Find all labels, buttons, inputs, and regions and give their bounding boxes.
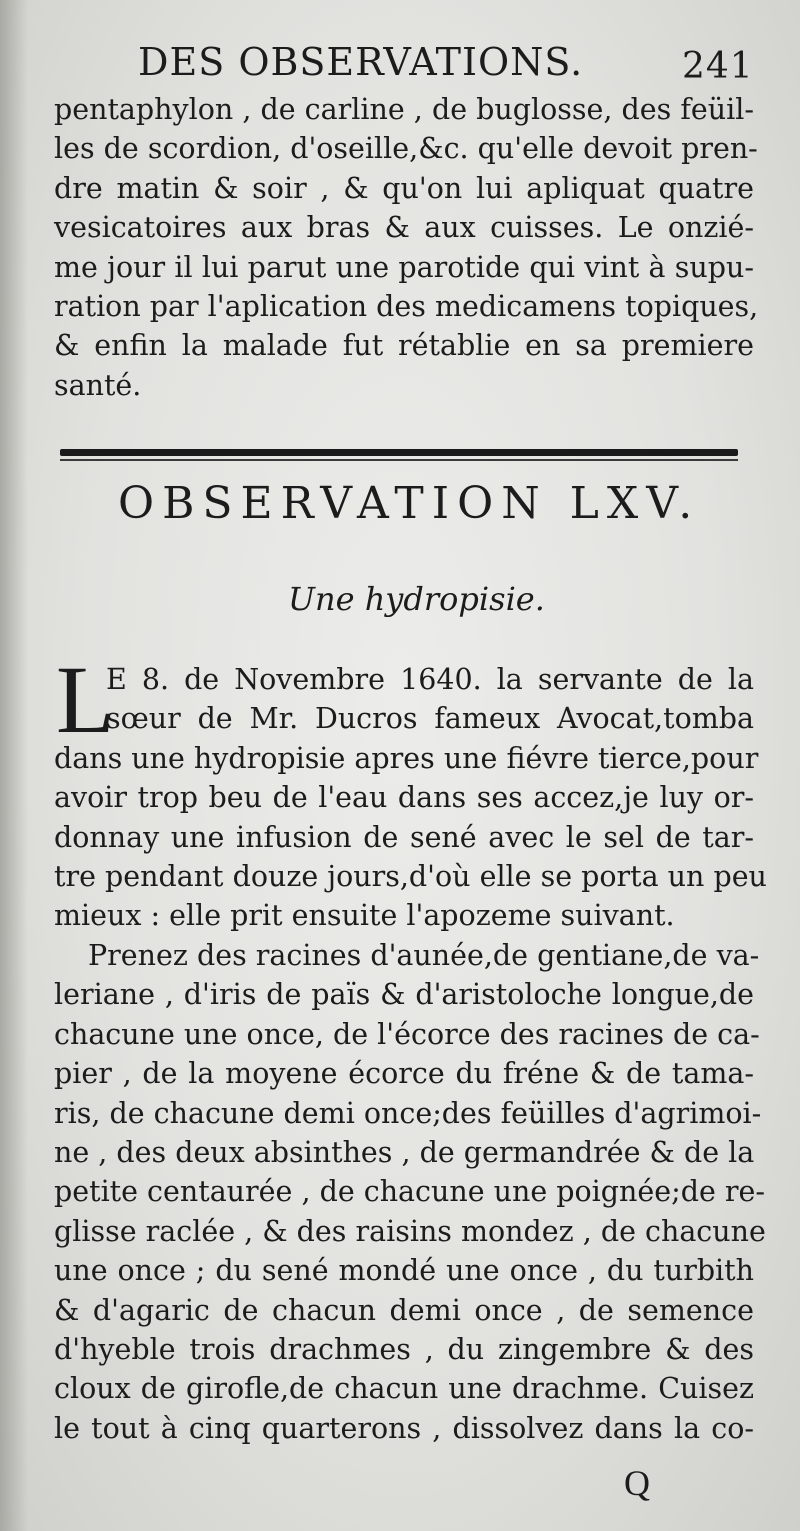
text-line: petite centaurée , de chacune une poignée;de re- (54, 1175, 766, 1209)
text-line: le tout à cinq quarterons , dissolvez dans la co- (54, 1411, 754, 1445)
text-line: Prenez des racines d'aunée,de gentiane,de va- (88, 939, 760, 972)
text-line: pentaphylon , de carline , de buglosse, des feüil- (54, 93, 754, 126)
text-line: chacune une once, de l'écorce des racines de ca- (54, 1017, 760, 1051)
text-line: me jour il lui parut une parotide qui vint à supu- (54, 250, 754, 284)
paragraph-recipe (54, 936, 766, 1448)
text-line: avoir trop beu de l'eau dans ses accez,je luy or- (54, 781, 754, 815)
paragraph-first (54, 646, 767, 936)
text-line: glisse raclée , & des raisins mondez , de chacune (54, 1214, 766, 1248)
running-head: DES OBSERVATIONS. (138, 40, 584, 84)
text-line: ris, de chacune demi once;des feüilles d'agrimoi- (54, 1096, 762, 1130)
intro-paragraph (54, 90, 759, 405)
text-line: une once ; du sené mondé une once , du turbith (54, 1254, 754, 1288)
text-line: dre matin & soir , & qu'on lui apliquat quatre (54, 171, 754, 205)
text-line: leriane , d'iris de païs & d'aristoloche longue,de (54, 978, 754, 1012)
text-line: ne , des deux absinthes , de germandrée & de la (54, 1136, 755, 1170)
text-line: cloux de girofle,de chacun une drachme. Cuisez (54, 1372, 754, 1406)
text-line: & d'agaric de chacun demi once , de semence (54, 1293, 754, 1327)
text-line: E 8. de Novembre 1640. la servante de la (106, 663, 754, 696)
gutter-shadow (0, 0, 28, 1531)
text-line: mieux : elle prit ensuite l'apozeme suivant. (54, 899, 675, 933)
text-line: sœur de Mr. Ducros fameux Avocat,tomba (106, 702, 754, 736)
text-line: & enfin la malade fut rétablie en sa premiere (54, 329, 754, 363)
text-line: tre pendant douze jours,d'où elle se porta un peu (54, 860, 767, 894)
text-line: pier , de la moyene écorce du fréne & de tama- (54, 1057, 754, 1091)
text-line: vesicatoires aux bras & aux cuisses. Le onzié- (54, 211, 754, 245)
text-line: donnay une infusion de sené avec le sel de tar- (54, 820, 754, 854)
observation-title: OBSERVATION LXV. (118, 478, 701, 529)
signature-mark: Q (624, 1463, 650, 1503)
text-line: dans une hydropisie apres une fiévre tierce,pour (54, 741, 759, 775)
observation-subtitle: Une hydropisie. (288, 580, 545, 618)
text-line: santé. (54, 368, 142, 402)
text-line: ration par l'aplication des medicamens topiques, (54, 290, 759, 324)
text-line: les de scordion, d'oseille,&c. qu'elle devoit pren- (54, 132, 758, 166)
section-rule (60, 449, 738, 456)
section-rule-thin (60, 459, 738, 461)
page-number: 241 (682, 46, 754, 87)
text-line: d'hyeble trois drachmes , du zingembre & des (54, 1333, 754, 1367)
drop-cap: L (56, 646, 115, 753)
